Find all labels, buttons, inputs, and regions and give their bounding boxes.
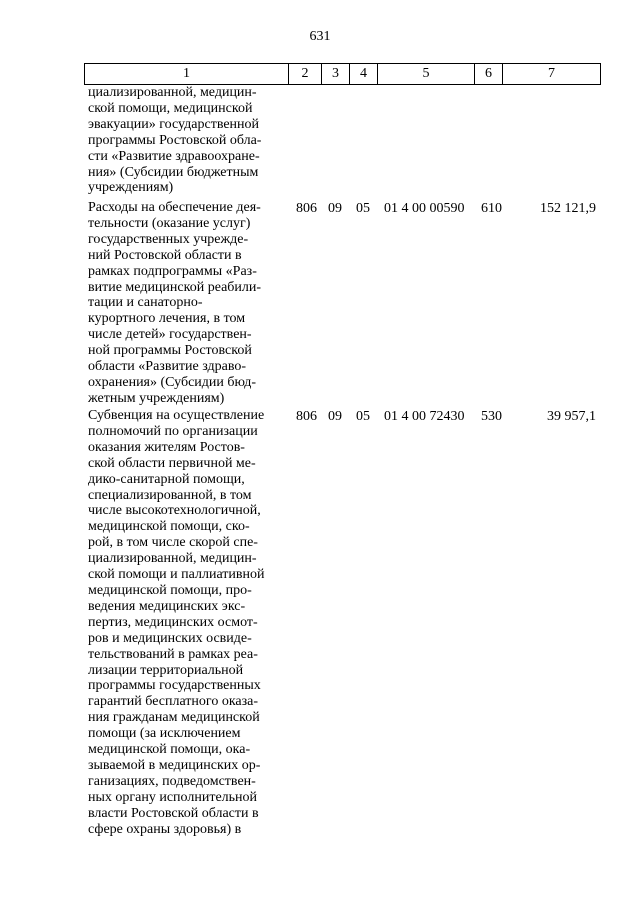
row-amount: 39 957,1: [547, 409, 596, 424]
row-expense-type-code: 530: [481, 409, 502, 424]
header-col-3: 3: [322, 64, 350, 84]
row-ved-code: 806: [296, 201, 317, 216]
header-col-5: 5: [378, 64, 475, 84]
header-col-6: 6: [475, 64, 503, 84]
row-ved-code: 806: [296, 409, 317, 424]
header-col-4: 4: [350, 64, 378, 84]
row-target-article-code: 01 4 00 00590: [384, 201, 465, 216]
table-header: [84, 63, 601, 85]
row-description: циализированной, медицин- ской помощи, медицинской эвакуации» государственной программы Ростовской обла- сти «Развитие здравоохране- ния» (Субсидии бюджетным учреждениям): [88, 85, 262, 196]
row-subsection-code: 05: [356, 409, 370, 424]
header-col-7: 7: [548, 66, 555, 81]
page-number: 631: [309, 29, 331, 44]
row-amount: 152 121,9: [540, 201, 596, 216]
row-description: Расходы на обеспечение дея- тельности (оказание услуг) государственных учрежде- ний Ростовской области в рамках подпрограммы «Раз- витие медицинской реабили- тации и санаторно- курортного лечения, в том числе детей» государствен- ной программы Ростовской области «Развитие здраво- охранения» (Субсидии бюд- жетным учреждениям): [88, 200, 262, 406]
row-section-code: 09: [328, 201, 342, 216]
row-section-code: 09: [328, 409, 342, 424]
row-description: Субвенция на осуществление полномочий по организации оказания жителям Ростов- ской области первичной ме- дико-санитарной помощи, специализированной, в том числе высокотехнологичной, медицинской помощи, ско- рой, в том числе скорой спе- циализированной, медицин- ской помощи и паллиативной медицинской помощи, про- ведения медицинских экс- пертиз, медицинских осмот- ров и медицинских освиде- тельствований в рамках реа- лизации территориальной программы государственных гарантий бесплатного оказа- ния гражданам медицинской помощи (за исключением медицинской помощи, ока- зываемой в медицинских ор- ганизациях, подведомствен- ных органу исполнительной власти Ростовской области в сфере охраны здоровья) в: [88, 408, 265, 837]
header-col-1: 1: [85, 64, 289, 84]
header-col-2: 2: [289, 64, 322, 84]
row-target-article-code: 01 4 00 72430: [384, 409, 465, 424]
row-subsection-code: 05: [356, 201, 370, 216]
row-expense-type-code: 610: [481, 201, 502, 216]
